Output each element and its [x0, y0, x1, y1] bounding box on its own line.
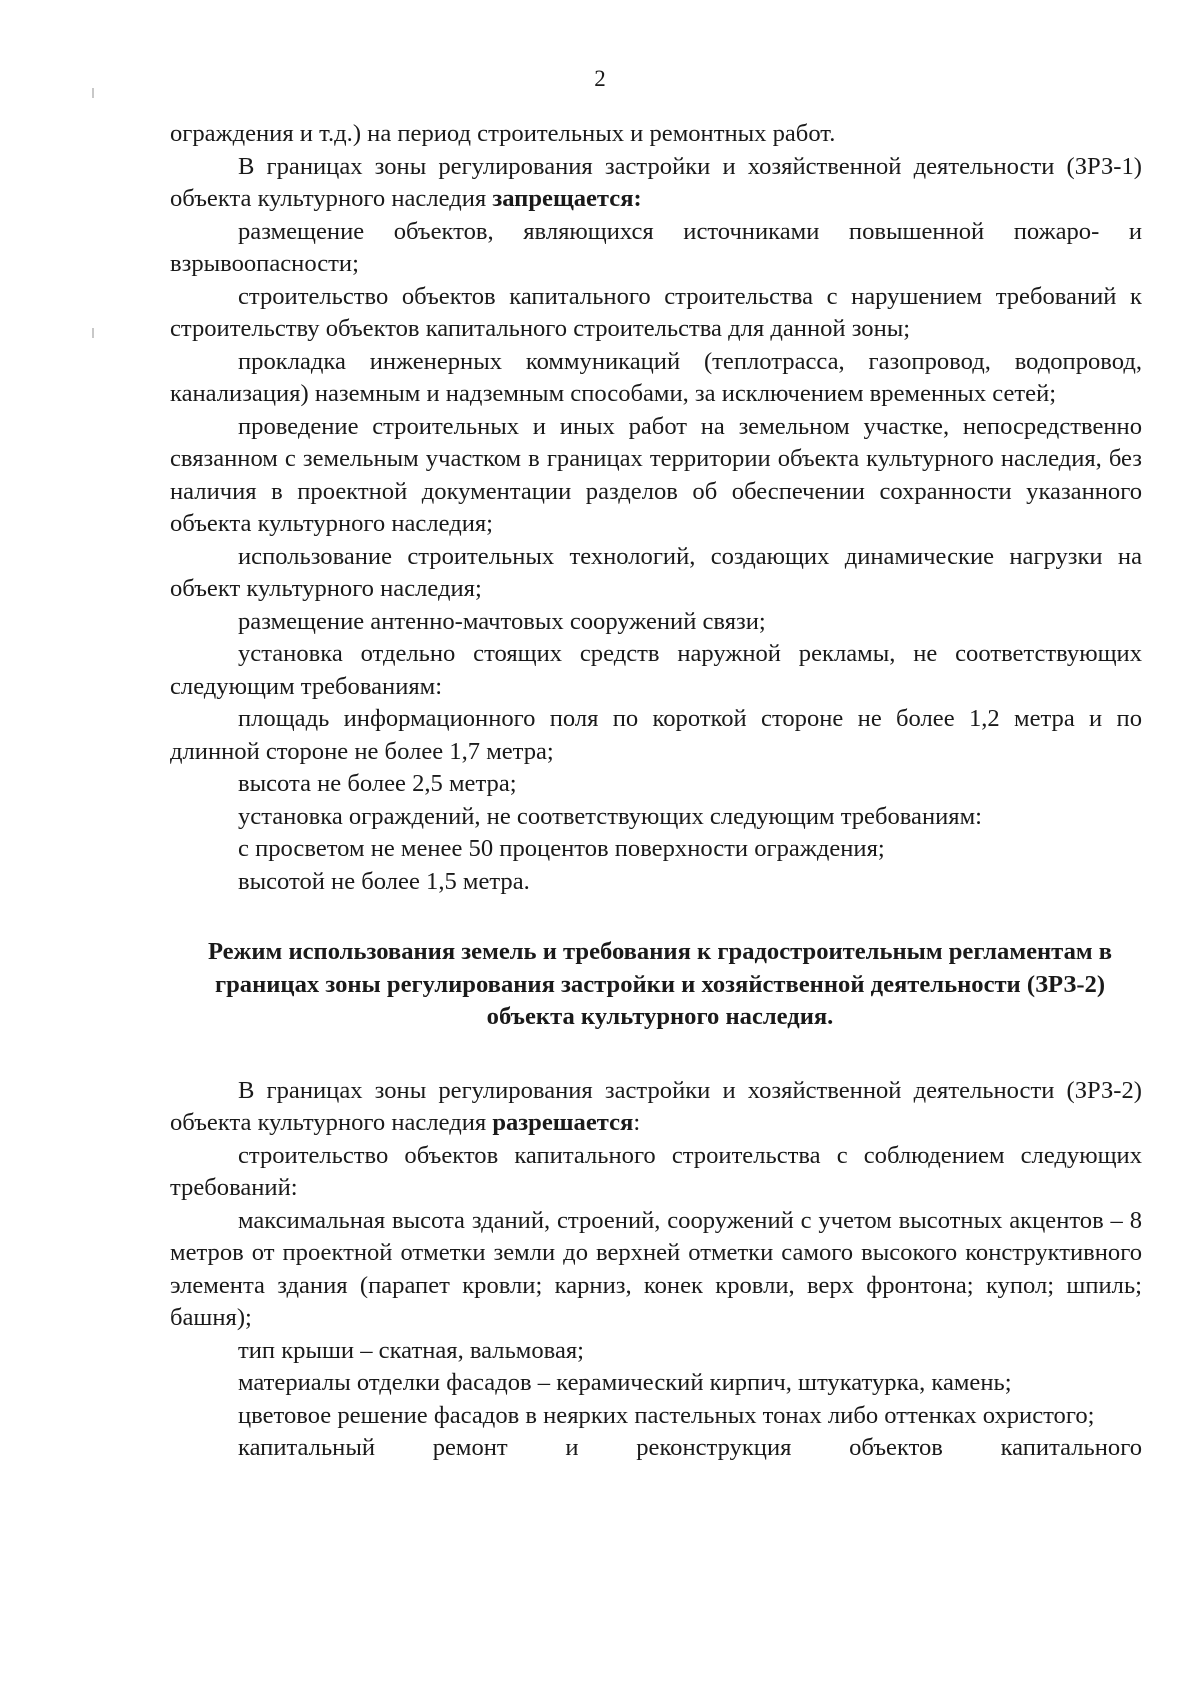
paragraph [170, 1400, 1142, 1433]
paragraph-text: цветовое решение фасадов в неярких пастельных тонах либо оттенках охристого; [238, 1401, 1095, 1429]
paragraph-text: высота не более 2,5 метра; [238, 770, 517, 797]
paragraph [170, 151, 1142, 216]
paragraph [170, 1335, 1142, 1368]
paragraph [170, 411, 1142, 541]
paragraph-text: тип крыши – скатная, вальмовая; [238, 1336, 585, 1364]
paragraph [170, 1140, 1142, 1205]
paragraph [170, 541, 1142, 606]
paragraph-text: размещение объектов, являющихся источниками повышенной пожаро- и взрывоопасности; [170, 217, 1142, 277]
paragraph [170, 833, 1142, 866]
paragraph [170, 346, 1142, 411]
paragraph-text: использование строительных технологий, создающих динамические нагрузки на объект культурного наследия; [170, 542, 1142, 602]
paragraph-text: с просветом не менее 50 процентов поверхности ограждения; [238, 835, 885, 862]
paragraph [170, 638, 1142, 703]
paragraph [170, 1432, 1142, 1465]
paragraph [170, 1205, 1142, 1335]
paragraph-text: строительство объектов капитального строительства с нарушением требований к строительству объектов капитального строительства для данной зоны; [170, 282, 1142, 342]
paragraph-text: установка ограждений, не соответствующих следующим требованиям: [238, 802, 983, 830]
paragraph-text: В границах зоны регулирования застройки и хозяйственной деятельности (ЗРЗ-1) объекта культурного наследия [170, 152, 1142, 212]
paragraph [170, 1367, 1142, 1400]
paragraph-text: установка отдельно стоящих средств наружной рекламы, не соответствующих следующим требованиям: [170, 640, 1142, 700]
emphasis-text: запрещается: [492, 185, 642, 212]
paragraph-text: : [633, 1109, 641, 1136]
paragraph [170, 606, 1142, 639]
paragraph [170, 118, 1142, 151]
paragraph-text: высотой не более 1,5 метра. [238, 867, 530, 895]
margin-mark [92, 328, 94, 338]
paragraph [170, 216, 1142, 281]
paragraph [170, 768, 1142, 801]
page-number: 2 [594, 66, 606, 91]
paragraph-text: размещение антенно-мачтовых сооружений связи; [238, 607, 766, 635]
paragraph [170, 1075, 1142, 1140]
paragraph [170, 281, 1142, 346]
paragraph-text: ограждения и т.д.) на период строительных и ремонтных работ. [170, 120, 836, 147]
document-body [170, 118, 1142, 1465]
paragraph [170, 866, 1142, 899]
paragraph [170, 703, 1142, 768]
paragraph-text: В границах зоны регулирования застройки и хозяйственной деятельности (ЗРЗ-2) объекта культурного наследия [170, 1076, 1142, 1136]
paragraph-text: строительство объектов капитального строительства с соблюдением следующих требований: [170, 1141, 1142, 1201]
section-heading: Режим использования земель и требования к градостроительным регламентам в границах зоны регулирования застройки и хозяйственной деятельности (ЗРЗ-2) объекта культурного наследия. [207, 938, 1113, 1030]
paragraph-text: капитальный ремонт и реконструкция объектов капитального [238, 1434, 1142, 1461]
paragraph [170, 801, 1142, 834]
paragraph-text: площадь информационного поля по короткой стороне не более 1,2 метра и по длинной стороне не более 1,7 метра; [170, 705, 1142, 765]
paragraph-text: максимальная высота зданий, строений, сооружений с учетом высотных акцентов – 8 метров от проектной отметки земли до верхней отметки самого высокого конструктивного элемента здания (парапет кровли; карниз, конек кровли, верх фронтона; купол; шпиль; башня); [170, 1206, 1142, 1331]
emphasis-text: разрешается [492, 1109, 634, 1136]
paragraph-text: материалы отделки фасадов – керамический кирпич, штукатурка, камень; [238, 1369, 1012, 1396]
paragraph-text: проведение строительных и иных работ на земельном участке, непосредственно связанном с земельным участком в границах территории объекта культурного наследия, без наличия в проектной документации разделов об обеспечении сохранности указанного объекта культурного наследия; [170, 412, 1142, 537]
paragraph-text: прокладка инженерных коммуникаций (теплотрасса, газопровод, водопровод, канализация) наземным и надземным способами, за исключением временных сетей; [170, 347, 1142, 407]
